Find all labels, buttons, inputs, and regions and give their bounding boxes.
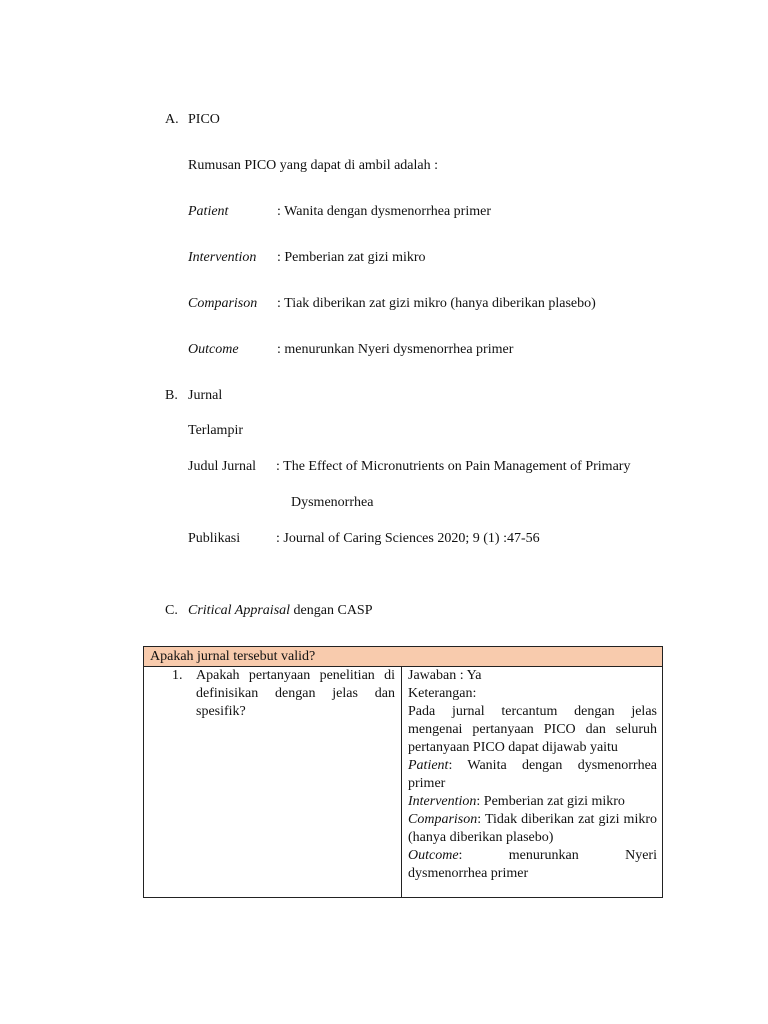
- answer-outcome-word1: menurunkan: [508, 848, 579, 863]
- answer-intervention-value: : Pemberian zat gizi mikro: [476, 794, 625, 809]
- casp-question-cell: [144, 667, 402, 898]
- answer-outcome-cont: dysmenorrhea primer: [408, 866, 529, 881]
- judul-label: Judul Jurnal: [188, 459, 257, 474]
- answer-jawaban: Jawaban : Ya: [408, 668, 482, 683]
- question-text: Apakah pertanyaan penelitian di definisikan dengan jelas dan spesifik?: [196, 668, 395, 719]
- answer-patient-value: : Wanita dengan dysmenorrhea primer: [408, 758, 657, 791]
- answer-keterangan: Keterangan:: [408, 686, 477, 701]
- pico-patient-value: : Wanita dengan dysmenorrhea primer: [277, 204, 491, 219]
- section-b-letter: B.: [165, 388, 178, 403]
- pico-intervention-label: Intervention: [188, 250, 257, 265]
- section-c-heading: [188, 602, 373, 620]
- pico-patient-label: Patient: [188, 204, 229, 219]
- casp-table-header: Apakah jurnal tersebut valid?: [144, 647, 663, 667]
- answer-outcome-label: Outcome: [408, 848, 459, 863]
- jurnal-note: Terlampir: [188, 423, 243, 438]
- section-c-heading-rest: dengan CASP: [290, 603, 373, 618]
- pico-outcome-value: : menurunkan Nyeri dysmenorrhea primer: [277, 342, 514, 357]
- section-c-heading-italic: Critical Appraisal: [188, 603, 291, 618]
- publikasi-label: Publikasi: [188, 531, 241, 546]
- answer-patient-label: Patient: [408, 758, 449, 773]
- answer-outcome: [408, 847, 657, 865]
- section-a-letter: A.: [165, 112, 179, 127]
- section-a-heading: PICO: [188, 112, 220, 127]
- answer-comparison: [408, 811, 657, 847]
- answer-outcome-colon: :: [458, 848, 463, 863]
- publikasi-value: : Journal of Caring Sciences 2020; 9 (1) :47-56: [276, 531, 540, 546]
- question-number: 1.: [172, 668, 183, 683]
- answer-patient: [408, 757, 657, 793]
- section-c-letter: C.: [165, 603, 178, 618]
- pico-outcome-label: Outcome: [188, 342, 239, 357]
- pico-comparison-value: : Tiak diberikan zat gizi mikro (hanya diberikan plasebo): [277, 296, 596, 311]
- casp-answer-cell: [402, 667, 663, 898]
- answer-intervention: [408, 793, 657, 811]
- answer-description: Pada jurnal tercantum dengan jelas mengenai pertanyaan PICO dan seluruh pertanyaan PICO dapat dijawab yaitu: [408, 704, 657, 755]
- pico-intervention-value: : Pemberian zat gizi mikro: [277, 250, 426, 265]
- judul-value: : The Effect of Micronutrients on Pain Management of Primary: [276, 459, 631, 474]
- answer-intervention-label: Intervention: [408, 794, 477, 809]
- pico-comparison-label: Comparison: [188, 296, 258, 311]
- pico-intro: Rumusan PICO yang dapat di ambil adalah :: [188, 158, 439, 173]
- casp-table: [143, 646, 663, 898]
- answer-comparison-label: Comparison: [408, 812, 478, 827]
- answer-outcome-head: [408, 847, 462, 865]
- judul-value-cont: Dysmenorrhea: [291, 495, 374, 510]
- section-b-heading: Jurnal: [188, 388, 223, 403]
- answer-comparison-value: : Tidak diberikan zat gizi mikro (hanya diberikan plasebo): [408, 812, 657, 845]
- answer-outcome-word2: Nyeri: [625, 848, 657, 863]
